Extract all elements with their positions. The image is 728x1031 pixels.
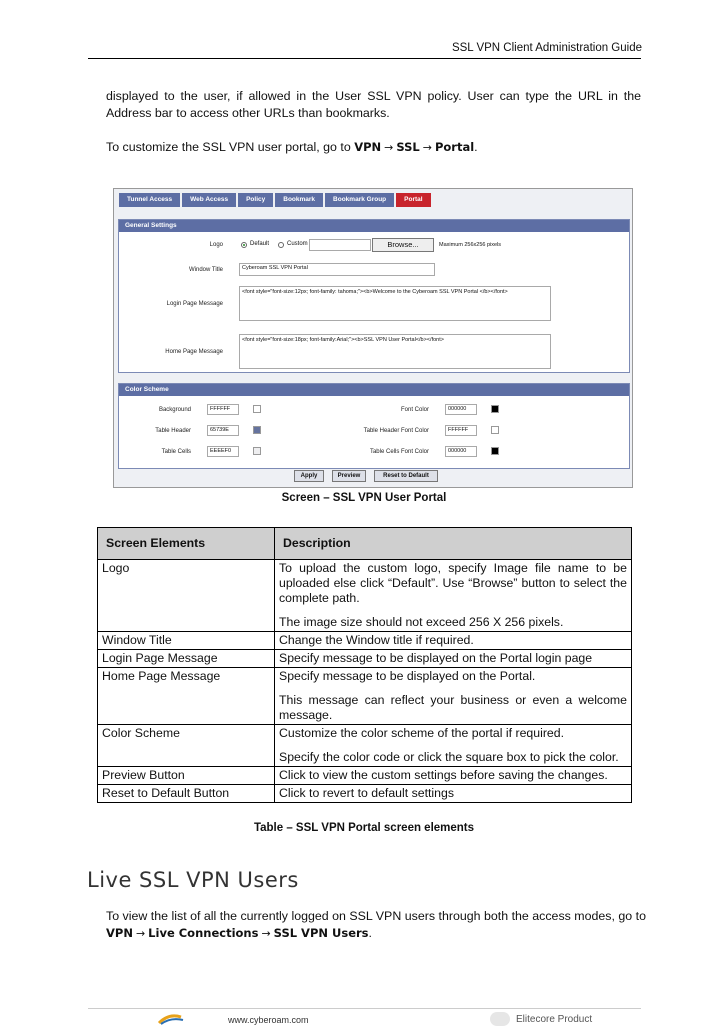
home-message-label: Home Page Message — [165, 349, 223, 355]
footer-product: Elitecore Product — [516, 1014, 593, 1025]
table-header-label: Table Header — [155, 428, 191, 434]
reset-default-button[interactable]: Reset to Default — [374, 470, 438, 482]
home-message-textarea[interactable]: <font style="font-size:18px; font-family:Arial;"><b>SSL VPN User Portal</b></font> — [239, 334, 551, 369]
table-cells-swatch[interactable] — [253, 447, 261, 455]
elitecore-logo-icon — [490, 1012, 510, 1026]
path-vpn: VPN — [354, 140, 382, 154]
cyberoam-logo-icon — [155, 1011, 197, 1027]
logo-default-radio[interactable] — [241, 242, 247, 248]
element-cell: Logo — [98, 560, 275, 632]
element-cell: Reset to Default Button — [98, 785, 275, 803]
background-label: Background — [158, 407, 191, 413]
window-title-label: Window Title — [188, 267, 223, 273]
logo-custom-label: Custom — [287, 241, 308, 247]
table-row — [98, 632, 632, 650]
screen-caption: Screen – SSL VPN User Portal — [281, 492, 447, 504]
element-cell: Preview Button — [98, 767, 275, 785]
login-message-textarea[interactable]: <font style="font-size:12px; font-family: tahoma;"><b>Welcome to the Cyberoam SSL VPN Portal </b></font> — [239, 286, 551, 321]
font-color-input[interactable]: 000000 — [445, 404, 477, 415]
running-header: SSL VPN Client Administration Guide — [451, 42, 642, 54]
footer-rule — [88, 1008, 641, 1009]
table-cells-input[interactable]: EEEEF0 — [207, 446, 239, 457]
preview-button[interactable]: Preview — [332, 470, 366, 482]
tab-tunnel-access[interactable]: Tunnel Access — [119, 193, 180, 207]
max-size-note: Maximum 256x256 pixels — [439, 242, 502, 248]
arrow-icon: → — [261, 927, 271, 940]
tab-bar — [119, 193, 433, 207]
customize-paragraph: To customize the SSL VPN user portal, go to VPN → SSL → Portal. — [106, 140, 478, 154]
table-row — [98, 725, 632, 767]
path-ssl: SSL — [396, 140, 420, 154]
color-scheme-title: Color Scheme — [119, 384, 629, 396]
table-header-input[interactable]: 65739E — [207, 425, 239, 436]
logo-custom-radio[interactable] — [278, 242, 284, 248]
table-header-font-color-label: Table Header Font Color — [363, 428, 429, 434]
path-live-connections: Live Connections — [148, 926, 259, 940]
login-message-label: Login Page Message — [166, 301, 223, 307]
logo-label: Logo — [209, 242, 223, 248]
logo-default-label: Default — [250, 241, 270, 247]
path-vpn: VPN — [106, 926, 133, 940]
path-ssl-vpn-users: SSL VPN Users — [273, 926, 369, 940]
description-cell: Customize the color scheme of the portal if required. Specify the color code or click the square box to pick the color. — [275, 725, 632, 767]
browse-button[interactable]: Browse... — [372, 238, 434, 252]
table-header-font-color-input[interactable]: FFFFFF — [445, 425, 477, 436]
tab-policy[interactable]: Policy — [238, 193, 273, 207]
element-cell: Color Scheme — [98, 725, 275, 767]
table-cells-label: Table Cells — [161, 449, 191, 455]
logo-file-input[interactable] — [309, 239, 371, 251]
table-caption: Table – SSL VPN Portal screen elements — [253, 822, 475, 834]
color-scheme-panel — [118, 383, 630, 469]
font-color-label: Font Color — [400, 407, 429, 413]
customize-text: To customize the SSL VPN user portal, go to — [106, 140, 351, 154]
table-header-font-color-swatch[interactable] — [491, 426, 499, 434]
path-portal: Portal — [434, 140, 475, 154]
arrow-icon: → — [135, 927, 146, 940]
table-row — [98, 668, 632, 725]
tab-bookmark[interactable]: Bookmark — [275, 193, 323, 207]
general-settings-title: General Settings — [119, 220, 629, 232]
header-rule — [88, 58, 641, 59]
element-cell: Login Page Message — [98, 650, 275, 668]
description-cell: Change the Window title if required. — [275, 632, 632, 650]
description-cell: Click to revert to default settings — [275, 785, 632, 803]
tab-web-access[interactable]: Web Access — [182, 193, 236, 207]
element-cell: Home Page Message — [98, 668, 275, 725]
tab-bookmark-group[interactable]: Bookmark Group — [325, 193, 394, 207]
table-row — [98, 650, 632, 668]
section-heading: Live SSL VPN Users — [87, 868, 299, 892]
table-cells-font-color-swatch[interactable] — [491, 447, 499, 455]
header-cell: Screen Elements — [98, 528, 275, 560]
table-header-row — [98, 528, 632, 560]
header-cell: Description — [275, 528, 632, 560]
table-header-swatch[interactable] — [253, 426, 261, 434]
general-settings-panel — [118, 219, 630, 373]
intro-paragraph: displayed to the user, if allowed in the User SSL VPN policy. User can type the URL in the Address bar to access other URLs than bookmarks. — [106, 89, 641, 120]
table-cells-font-color-label: Table Cells Font Color — [369, 449, 429, 455]
table-cells-font-color-input[interactable]: 000000 — [445, 446, 477, 457]
screen-elements-table — [97, 527, 632, 803]
font-color-swatch[interactable] — [491, 405, 499, 413]
description-cell: Specify message to be displayed on the Portal. This message can reflect your business or even a welcome message. — [275, 668, 632, 725]
apply-button[interactable]: Apply — [294, 470, 324, 482]
background-swatch[interactable] — [253, 405, 261, 413]
tab-portal[interactable]: Portal — [396, 193, 430, 207]
portal-screenshot — [113, 188, 633, 488]
arrow-icon: → — [422, 141, 432, 154]
arrow-icon: → — [384, 141, 394, 154]
background-input[interactable]: FFFFFF — [207, 404, 239, 415]
table-row — [98, 785, 632, 803]
description-cell: Click to view the custom settings before saving the changes. — [275, 767, 632, 785]
window-title-input[interactable]: Cyberoam SSL VPN Portal — [239, 263, 435, 276]
element-cell: Window Title — [98, 632, 275, 650]
description-cell: Specify message to be displayed on the Portal login page — [275, 650, 632, 668]
table-row — [98, 560, 632, 632]
footer-website: www.cyberoam.com — [228, 1015, 309, 1025]
live-users-paragraph: To view the list of all the currently logged on SSL VPN users through both the access modes, go to VPN → Live Connections → SSL VPN Users. — [106, 909, 646, 940]
description-cell: To upload the custom logo, specify Image file name to be uploaded else click “Default”. Use “Browse” button to select the complete path. The image size should not exceed 256 X 256 pixels. — [275, 560, 632, 632]
table-row — [98, 767, 632, 785]
